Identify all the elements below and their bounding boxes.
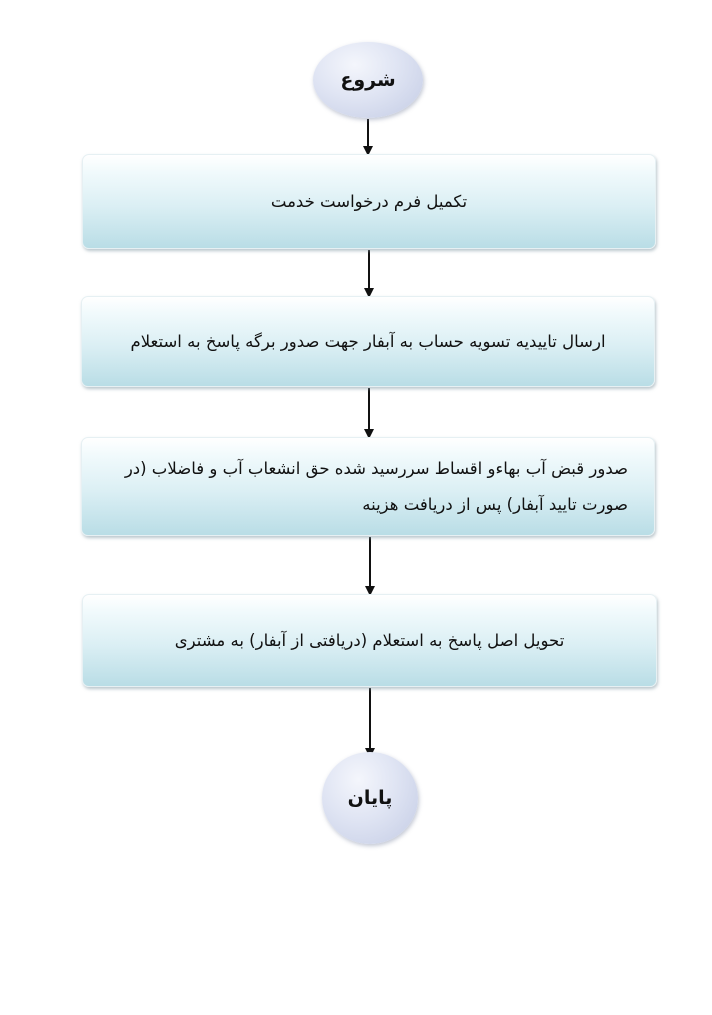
process-step-2 xyxy=(81,296,655,387)
start-terminal xyxy=(313,42,423,118)
process-step-1 xyxy=(82,154,656,249)
process-step-4 xyxy=(82,594,657,687)
step-3-label: صدور قبض آب بهاءو اقساط سررسید شده حق انشعاب آب و فاضلاب (در صورت تایید آبفار) پس از دریافت هزینه xyxy=(124,458,628,514)
start-label: شروع xyxy=(340,69,396,91)
step-1-label: تکمیل فرم درخواست خدمت xyxy=(270,191,468,211)
end-terminal xyxy=(322,752,418,844)
end-label: پایان xyxy=(347,787,393,809)
step-2-label: ارسال تاییدیه تسویه حساب به آبفار جهت صدور برگه پاسخ به استعلام xyxy=(130,331,606,351)
process-step-3 xyxy=(81,437,655,536)
step-4-label: تحویل اصل پاسخ به استعلام (دریافتی از آبفار) به مشتری xyxy=(174,630,565,650)
